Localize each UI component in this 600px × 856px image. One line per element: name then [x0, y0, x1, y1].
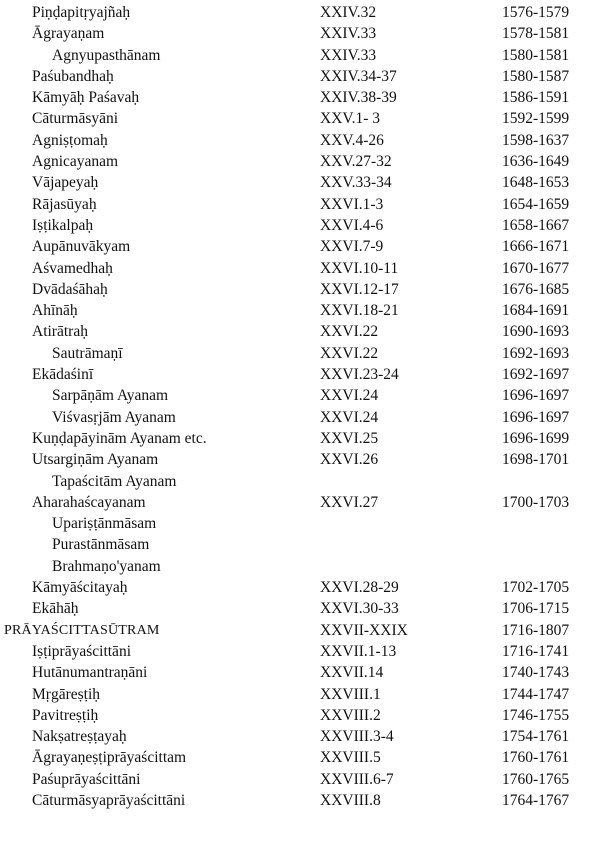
entry-reference: XXVIII.3-4: [320, 728, 394, 746]
entry-page-range: 1696-1697: [502, 387, 570, 405]
toc-entry: [0, 428, 600, 449]
entry-title: Cāturmāsyāni: [32, 110, 119, 128]
entry-reference: XXVI.10-11: [320, 259, 399, 277]
entry-title: Agnyupasthānam: [52, 46, 161, 64]
entry-title: Nakṣatreṣṭayaḥ: [32, 728, 127, 746]
toc-entry: [0, 598, 600, 619]
entry-title: Aupānuvākyam: [32, 238, 131, 256]
entry-page-range: 1760-1761: [502, 749, 570, 767]
entry-title: Dvādaśāhaḥ: [32, 280, 108, 298]
entry-title: Agnicayanam: [32, 153, 119, 171]
entry-title: Āgrayaṇeṣṭiprāyaścittam: [32, 749, 187, 767]
toc-entry: [0, 449, 600, 470]
toc-entry: [0, 620, 600, 641]
toc-entry: [0, 236, 600, 257]
entry-reference: XXIV.33: [320, 25, 377, 43]
entry-reference: XXVI.28-29: [320, 579, 399, 597]
entry-title: Tapaścitām Ayanam: [52, 472, 177, 490]
entry-page-range: 1692-1697: [502, 366, 570, 384]
entry-reference: XXVIII.8: [320, 791, 381, 809]
entry-page-range: 1666-1671: [502, 238, 570, 256]
entry-reference: XXIV.33: [320, 46, 377, 64]
entry-reference: XXVI.24: [320, 408, 379, 426]
entry-page-range: 1654-1659: [502, 195, 570, 213]
entry-reference: XXVII.14: [320, 664, 384, 682]
entry-title: Cāturmāsyaprāyaścittāni: [32, 791, 186, 809]
entry-reference: XXVIII.6-7: [320, 770, 394, 788]
entry-title: Purastānmāsam: [52, 536, 150, 554]
entry-reference: XXVI.27: [320, 493, 379, 511]
entry-reference: XXVI.7-9: [320, 238, 384, 256]
toc-entry: [0, 471, 600, 492]
entry-reference: XXVI.23-24: [320, 366, 399, 384]
entry-title: Mṛgāreṣṭiḥ: [32, 685, 101, 703]
entry-reference: XXVI.22: [320, 323, 379, 341]
entry-page-range: 1648-1653: [502, 174, 570, 192]
entry-title: Aśvamedhaḥ: [32, 259, 113, 277]
entry-title: Agniṣṭomaḥ: [32, 131, 108, 149]
entry-title: Kuṇḍapāyinām Ayanam etc.: [32, 429, 207, 447]
entry-title: Rājasūyaḥ: [32, 195, 97, 213]
entry-page-range: 1670-1677: [502, 259, 570, 277]
entry-reference: XXV.33-34: [320, 174, 392, 192]
toc-entry: [0, 492, 600, 513]
entry-title: Aharahaścayanam: [32, 493, 146, 511]
entry-page-range: 1744-1747: [502, 685, 570, 703]
entry-page-range: 1702-1705: [502, 579, 570, 597]
entry-page-range: 1700-1703: [502, 493, 570, 511]
toc-entry: [0, 194, 600, 215]
entry-page-range: 1696-1697: [502, 408, 570, 426]
toc-entry: [0, 790, 600, 811]
toc-entry: [0, 662, 600, 683]
entry-reference: XXVI.22: [320, 344, 379, 362]
toc-entry: [0, 172, 600, 193]
entry-title: Iṣṭiprāyaścittāni: [32, 642, 131, 660]
toc-entry: [0, 769, 600, 790]
toc-entry: [0, 87, 600, 108]
toc-entry: [0, 279, 600, 300]
entry-reference: XXVI.24: [320, 387, 379, 405]
toc-entry: [0, 641, 600, 662]
entry-reference: XXV.27-32: [320, 153, 392, 171]
entry-reference: XXVI.30-33: [320, 600, 399, 618]
entry-page-range: 1746-1755: [502, 706, 570, 724]
entry-reference: XXVI.12-17: [320, 280, 399, 298]
entry-title: Āgrayaṇam: [32, 25, 105, 43]
entry-title: Hutānumantraṇāni: [32, 664, 148, 682]
entry-reference: XXV.1- 3: [320, 110, 380, 128]
entry-title: Ekādaśinī: [32, 366, 94, 384]
entry-title: Sarpāṇām Ayanam: [52, 387, 169, 405]
entry-page-range: 1658-1667: [502, 216, 570, 234]
entry-title: Paśubandhaḥ: [32, 67, 114, 85]
entry-page-range: 1692-1693: [502, 344, 570, 362]
entry-page-range: 1636-1649: [502, 153, 570, 171]
toc-entry: [0, 705, 600, 726]
entry-page-range: 1698-1701: [502, 451, 570, 469]
entry-page-range: 1576-1579: [502, 4, 570, 21]
toc-entry: [0, 407, 600, 428]
entry-title: Viśvasṛjām Ayanam: [52, 408, 176, 426]
toc-entry: [0, 151, 600, 172]
entry-page-range: 1580-1581: [502, 46, 570, 64]
entry-title: Paśuprāyaścittāni: [32, 770, 141, 788]
toc-entry: [0, 556, 600, 577]
toc-entry: [0, 726, 600, 747]
entry-page-range: 1586-1591: [502, 89, 570, 107]
entry-title: Brahmaṇo'yanam: [52, 557, 161, 575]
toc-entry: [0, 364, 600, 385]
entry-reference: XXVIII.1: [320, 685, 381, 703]
entry-page-range: 1760-1765: [502, 770, 570, 788]
entry-title: Kāmyāḥ Paśavaḥ: [32, 89, 140, 107]
entry-page-range: 1592-1599: [502, 110, 570, 128]
entry-reference: XXVI.1-3: [320, 195, 384, 213]
entry-reference: XXVI.18-21: [320, 302, 399, 320]
toc-entry: [0, 108, 600, 129]
entry-reference: XXVII.1-13: [320, 642, 397, 660]
entry-reference: XXVI.26: [320, 451, 379, 469]
entry-reference: XXVI.4-6: [320, 216, 384, 234]
entry-page-range: 1754-1761: [502, 728, 570, 746]
toc-entry: [0, 2, 600, 23]
entry-page-range: 1764-1767: [502, 791, 570, 809]
toc-entry: [0, 513, 600, 534]
toc-entry: [0, 343, 600, 364]
toc-entry: [0, 534, 600, 555]
entry-reference: XXIV.34-37: [320, 67, 397, 85]
entry-page-range: 1676-1685: [502, 280, 570, 298]
toc-entry: [0, 215, 600, 236]
entry-page-range: 1696-1699: [502, 429, 570, 447]
toc-entry: [0, 321, 600, 342]
entry-title: Upariṣṭānmāsam: [52, 515, 157, 533]
entry-reference: XXVII-XXIX: [320, 621, 408, 639]
toc-entry: [0, 23, 600, 44]
entry-title: Utsargiṇām Ayanam: [32, 451, 159, 469]
entry-page-range: 1706-1715: [502, 600, 570, 618]
toc-entry: [0, 130, 600, 151]
toc-entry: [0, 747, 600, 768]
table-of-contents: [0, 2, 600, 811]
entry-reference: XXVIII.2: [320, 706, 381, 724]
entry-reference: XXVIII.5: [320, 749, 381, 767]
entry-reference: XXV.4-26: [320, 131, 384, 149]
entry-reference: XXVI.25: [320, 429, 379, 447]
entry-title: PRĀYAŚCITTASŪTRAM: [4, 622, 160, 638]
toc-entry: [0, 577, 600, 598]
entry-page-range: 1690-1693: [502, 323, 570, 341]
entry-reference: XXIV.38-39: [320, 89, 397, 107]
entry-title: Atirātraḥ: [32, 323, 88, 341]
entry-page-range: 1580-1587: [502, 67, 570, 85]
entry-page-range: 1716-1741: [502, 642, 570, 660]
toc-entry: [0, 66, 600, 87]
toc-entry: [0, 684, 600, 705]
entry-page-range: 1684-1691: [502, 302, 570, 320]
entry-title: Sautrāmaṇī: [52, 344, 123, 362]
toc-entry: [0, 300, 600, 321]
entry-page-range: 1598-1637: [502, 131, 570, 149]
entry-title: Ekāhāḥ: [32, 600, 79, 618]
entry-title: Pavitreṣṭiḥ: [32, 706, 99, 724]
entry-title: Ahīnāḥ: [32, 302, 78, 320]
entry-title: Vājapeyaḥ: [32, 174, 99, 192]
entry-reference: XXIV.32: [320, 4, 377, 21]
entry-page-range: 1716-1807: [502, 621, 570, 639]
toc-entry: [0, 45, 600, 66]
toc-entry: [0, 385, 600, 406]
toc-entry: [0, 258, 600, 279]
entry-page-range: 1740-1743: [502, 664, 570, 682]
entry-page-range: 1578-1581: [502, 25, 570, 43]
entry-title: Kāmyāścitayaḥ: [32, 579, 128, 597]
entry-title: Piṇḍapitṛyajñaḥ: [32, 4, 131, 21]
entry-title: Iṣṭikalpaḥ: [32, 216, 94, 234]
